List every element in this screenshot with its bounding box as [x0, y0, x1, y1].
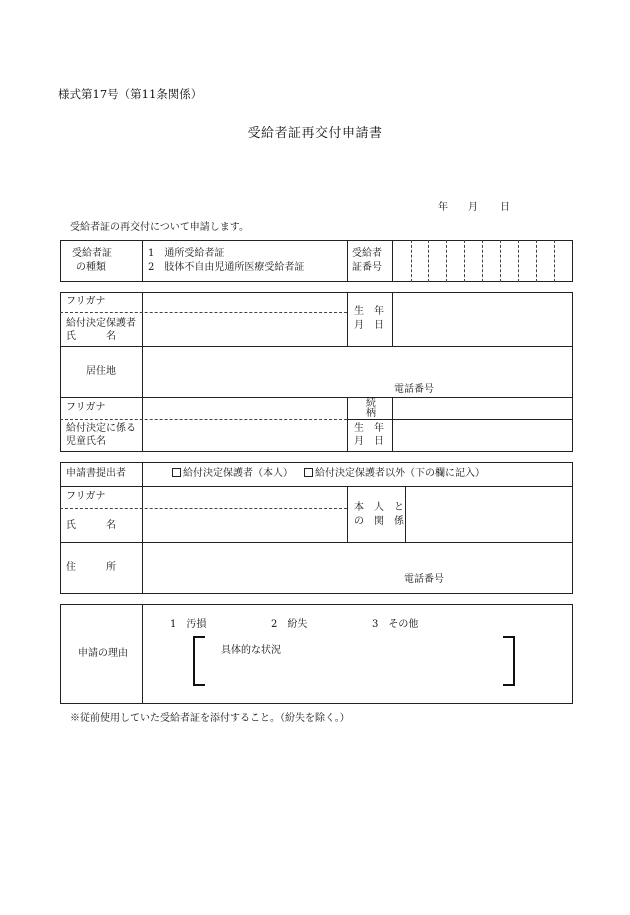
lead-text: 受給者証の再交付について申請します。: [70, 222, 249, 233]
reason-section: [60, 604, 573, 704]
submitter-address-label: 住 所: [66, 562, 116, 573]
residence-label: 居住地: [86, 366, 116, 377]
relationship-label-2: 柄: [366, 408, 376, 419]
child-birth-label-2: 月 日: [354, 436, 384, 447]
submitter-name-label: 氏 名: [66, 520, 116, 531]
date-year-label: 年: [438, 202, 448, 213]
submitter-relation-label: 本 人 と: [354, 502, 404, 513]
submitter-option-self[interactable]: 給付決定保護者（本人）: [172, 468, 293, 480]
relationship-label: 続: [366, 398, 376, 409]
submitter-furigana-label: フリガナ: [66, 491, 106, 502]
guardian-furigana-label: フリガナ: [66, 296, 106, 307]
form-number: 様式第17号（第11条関係）: [58, 87, 203, 101]
reason-option-soiled[interactable]: 1 汚損: [170, 619, 207, 630]
checkbox-other[interactable]: [304, 468, 313, 477]
submitter-label: 申請書提出者: [66, 468, 126, 479]
child-birth-label: 生 年: [354, 423, 384, 434]
guardian-furigana-field[interactable]: [143, 293, 346, 311]
submitter-furigana-field[interactable]: [143, 487, 346, 507]
submitter-relation-field[interactable]: [406, 487, 572, 541]
certificate-number-label: 受給者: [352, 248, 382, 259]
submitter-phone-label: 電話番号: [404, 574, 444, 585]
guardian-birthdate-field[interactable]: [393, 293, 572, 345]
footnote: ※従前使用していた受給者証を添付すること。（紛失を除く。）: [70, 713, 350, 724]
guardian-birth-label: 生 年: [354, 306, 384, 317]
guardian-name-label-2: 氏 名: [66, 331, 116, 342]
child-name-label-2: 児童氏名: [66, 436, 106, 447]
certificate-type-label: 受給者証: [72, 248, 112, 259]
detail-bracket-left: [193, 636, 205, 686]
child-furigana-field[interactable]: [143, 398, 346, 418]
reason-label: 申請の理由: [78, 648, 128, 659]
guardian-name-label: 給付決定保護者: [66, 318, 136, 329]
submitter-relation-label-2: の 関 係: [354, 516, 404, 527]
submitter-option-other[interactable]: 給付決定保護者以外（下の欄に記入）: [304, 468, 485, 480]
certificate-type-option-2[interactable]: 2 肢体不自由児通所医療受給者証: [148, 262, 305, 273]
detail-bracket-right: [503, 636, 515, 686]
detail-field[interactable]: [206, 660, 500, 682]
detail-label: 具体的な状況: [221, 645, 281, 656]
child-name-label: 給付決定に係る: [66, 423, 136, 434]
residence-phone-label: 電話番号: [394, 384, 434, 395]
residence-field[interactable]: [143, 347, 572, 396]
reason-option-lost[interactable]: 2 紛失: [271, 619, 308, 630]
checkbox-self[interactable]: [172, 468, 181, 477]
certificate-type-label-2: の種類: [76, 262, 106, 273]
certificate-type-option-1[interactable]: 1 通所受給者証: [148, 248, 225, 259]
submitter-address-field[interactable]: [143, 543, 572, 593]
relationship-field[interactable]: [393, 398, 572, 418]
certificate-type-section: [60, 240, 573, 282]
child-name-field[interactable]: [143, 420, 346, 451]
child-furigana-label: フリガナ: [66, 402, 106, 413]
page-title: 受給者証再交付申請書: [247, 126, 383, 141]
child-birthdate-field[interactable]: [393, 420, 572, 451]
date-month-label: 月: [468, 202, 478, 213]
reason-option-other[interactable]: 3 その他: [372, 619, 419, 630]
certificate-number-label-2: 証番号: [352, 262, 382, 273]
date-day-label: 日: [500, 202, 510, 213]
guardian-birth-label-2: 月 日: [354, 320, 384, 331]
guardian-name-field[interactable]: [143, 313, 346, 345]
submitter-name-field[interactable]: [143, 509, 346, 541]
